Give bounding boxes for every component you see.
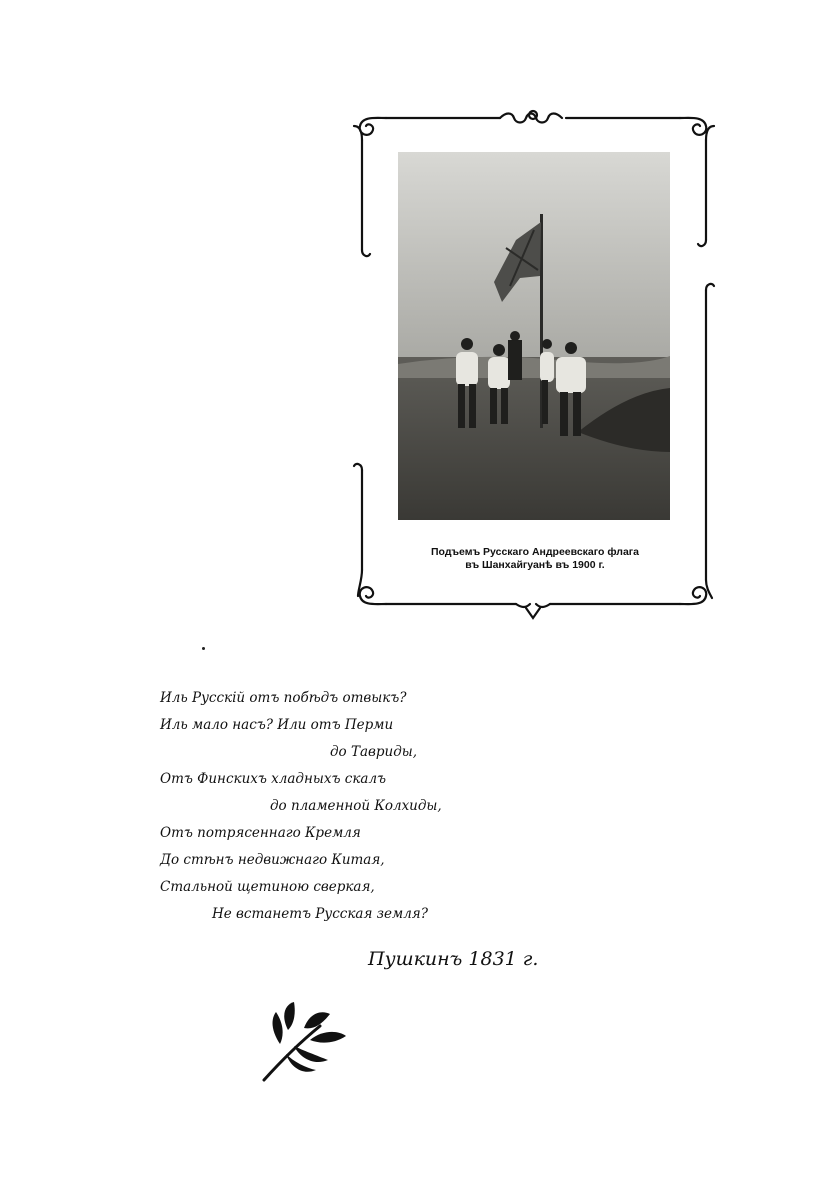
photo-scene — [398, 152, 670, 520]
poem-line: Отъ потрясеннаго Кремля — [160, 825, 361, 841]
illustration-frame — [350, 100, 716, 620]
stray-dot — [202, 647, 205, 650]
poem-line: До стѣнъ недвижнаго Китая, — [160, 852, 385, 868]
poem-line: Иль мало насъ? Или отъ Перми — [160, 717, 394, 733]
caption-line-2: въ Шанхайгуанѣ въ 1900 г. — [465, 559, 605, 571]
poem-line: Отъ Финскихъ хладныхъ скалъ — [160, 771, 387, 787]
poem-line: до пламенной Колхиды, — [270, 798, 442, 814]
flag-raising-photo — [398, 152, 670, 520]
signature: Пушкинъ 1831 г. — [368, 948, 539, 970]
poem-line: до Тавриды, — [330, 744, 418, 760]
photo-caption — [370, 546, 700, 572]
caption-line-1: Подъемъ Русскаго Андреевскаго флага — [431, 546, 639, 558]
poem-line: Стальной щетиною сверкая, — [160, 879, 375, 895]
poem-line: Не встанетъ Русская земля? — [212, 906, 428, 922]
poem — [160, 690, 460, 950]
poem-line: Иль Русскій отъ побѣдъ отвыкъ? — [160, 690, 407, 706]
laurel-sprig-icon — [258, 1000, 348, 1084]
